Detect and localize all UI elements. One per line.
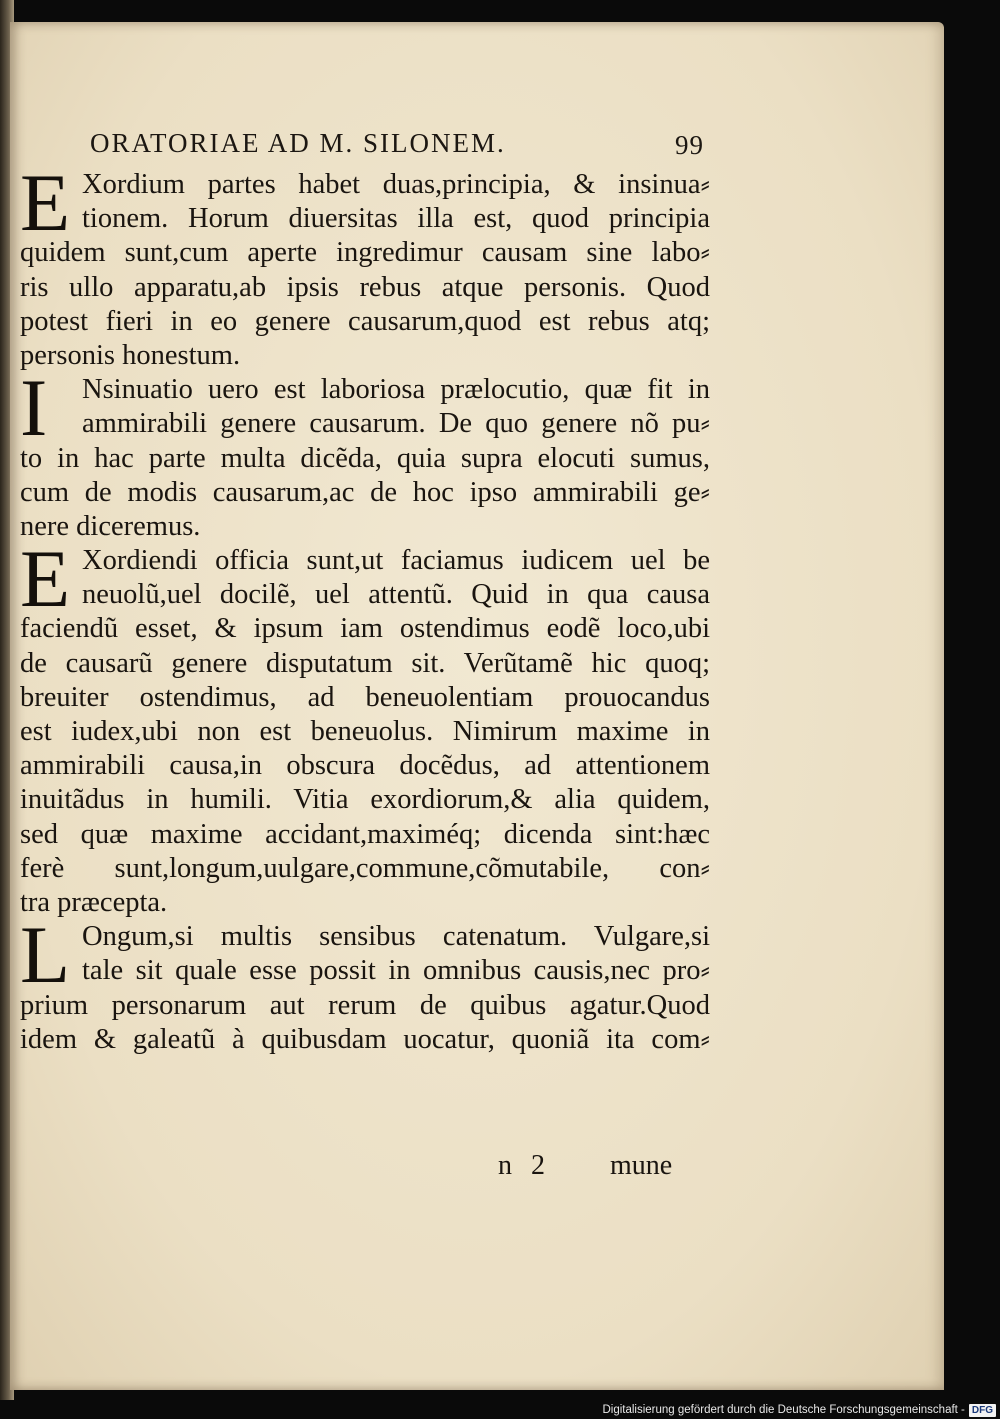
text-line: ferè sunt,longum,uulgare,commune,cõmutabile, con⸗ — [20, 852, 710, 884]
text-block — [20, 157, 710, 1057]
text-line: nere diceremus. — [20, 510, 201, 542]
page-number: 99 — [675, 130, 704, 160]
footer-credit — [602, 1402, 996, 1418]
text-line: personis honestum. — [20, 339, 241, 371]
funding-credit: Digitalisierung gefördert durch die Deutsche Forschungsgemeinschaft - — [602, 1404, 965, 1416]
dfg-logo: DFG — [969, 1404, 996, 1417]
text-line: idem & galeatũ à quibusdam uocatur, quoniã ita com⸗ — [20, 1023, 710, 1055]
initial-letter: E — [20, 157, 71, 248]
text-line: breuiter ostendimus, ad beneuolentiam prouocandus — [20, 681, 710, 713]
running-head — [90, 128, 710, 160]
initial-letter: E — [20, 533, 71, 625]
text-line: tale sit quale esse possit in omnibus causis,nec pro⸗ — [82, 955, 710, 987]
text-line: cum de modis causarum,ac de hoc ipso ammirabili ge⸗ — [20, 476, 710, 508]
signature-mark: n 2 — [498, 1150, 551, 1181]
catchline — [20, 1150, 710, 1184]
text-line: inuitãdus in humili. Vitia exordiorum,& alia quidem, — [20, 784, 710, 816]
initial-letter: L — [20, 909, 71, 1001]
text-line: sed quæ maxime accidant,maximéq; dicenda sint:hæc — [20, 818, 710, 850]
text-line: neuolũ,uel docilẽ, uel attentũ. Quid in qua causa — [82, 579, 710, 611]
paragraph-exordiendi — [20, 533, 710, 920]
running-head-title: ORATORIAE AD M. SILONEM. — [90, 128, 506, 158]
text-line: Xordium partes habet duas,principia, & insinua⸗ — [82, 169, 710, 200]
initial-letter: I — [20, 362, 48, 454]
paragraph-insinuatio — [20, 362, 710, 544]
text-line: ammirabili causa,in obscura docẽdus, ad attentionem — [20, 750, 710, 782]
paragraph-exordium — [20, 157, 710, 373]
paragraph-longum — [20, 909, 710, 1057]
text-line: faciendũ esset, & ipsum iam ostendimus eodẽ loco,ubi — [20, 613, 710, 645]
text-line: Xordiendi officia sunt,ut faciamus iudicem uel be — [82, 545, 710, 577]
text-line: ammirabili genere causarum. De quo genere nõ pu⸗ — [82, 408, 710, 440]
text-line: prium personarum aut rerum de quibus agatur.Quod — [20, 989, 710, 1021]
catchword: mune — [610, 1150, 673, 1181]
text-line: to in hac parte multa dicẽda, quia supra elocuti sumus, — [20, 442, 710, 474]
text-line: tionem. Horum diuersitas illa est, quod principia — [82, 203, 710, 235]
text-line: tra præcepta. — [20, 886, 168, 918]
text-line: quidem sunt,cum aperte ingredimur causam sine labo⸗ — [20, 237, 710, 269]
text-line: potest fieri in eo genere causarum,quod est rebus atq; — [20, 305, 710, 337]
text-line: de causarũ genere disputatum sit. Verũtamẽ hic quoq; — [20, 647, 710, 679]
text-line: ris ullo apparatu,ab ipsis rebus atque personis. Quod — [20, 271, 710, 303]
text-line: Nsinuatio uero est laboriosa prælocutio, quæ fit in — [82, 374, 710, 406]
text-line: Ongum,si multis sensibus catenatum. Vulgare,si — [82, 921, 710, 953]
text-line: est iudex,ubi non est beneuolus. Nimirum maxime in — [20, 716, 710, 747]
